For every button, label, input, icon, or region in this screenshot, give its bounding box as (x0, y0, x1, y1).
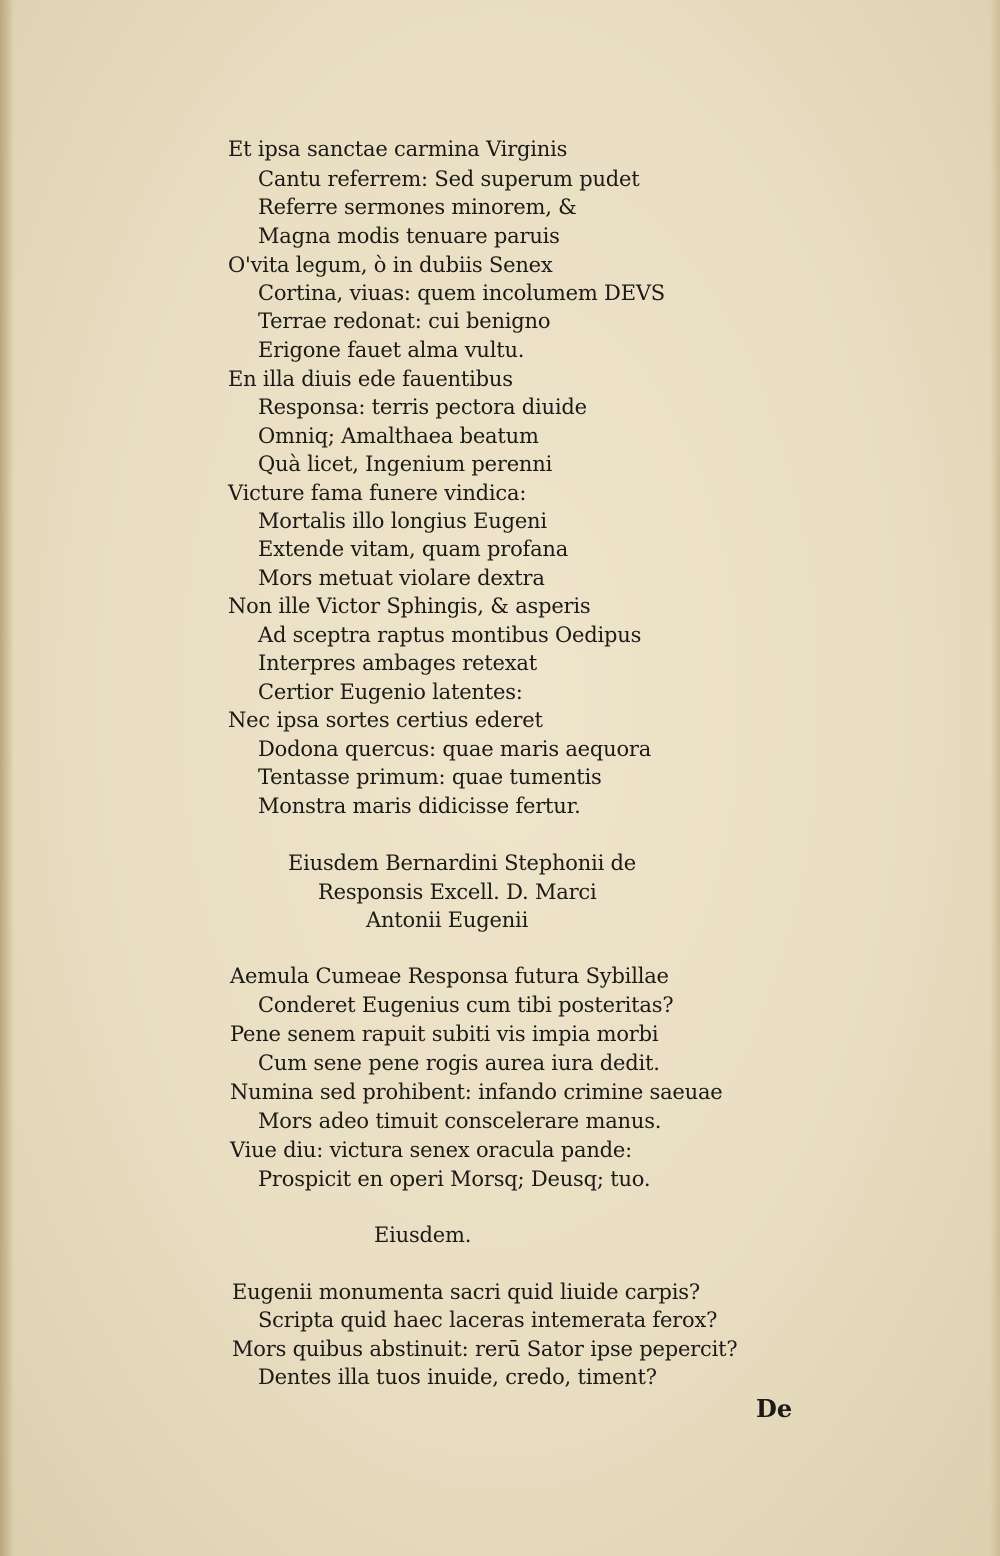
verse-line: Cantu referrem: Sed superum pudet (258, 167, 640, 191)
verse-line: Scripta quid haec laceras intemerata ferox? (258, 1308, 718, 1332)
verse-line: Terrae redonat: cui benigno (258, 309, 551, 333)
catchword: De (756, 1394, 793, 1423)
verse-line: Mors quibus abstinuit: rerū Sator ipse pepercit? (232, 1337, 738, 1361)
verse-line: Extende vitam, quam profana (258, 537, 569, 561)
verse-line: Aemula Cumeae Responsa futura Sybillae (230, 964, 669, 988)
verse-line: Cum sene pene rogis aurea iura dedit. (258, 1051, 660, 1075)
verse-line: Referre sermones minorem, & (258, 195, 577, 219)
verse-line: Mortalis illo longius Eugeni (258, 509, 547, 533)
verse-line: Conderet Eugenius cum tibi posteritas? (258, 993, 674, 1017)
verse-line: Eugenii monumenta sacri quid liuide carpis? (232, 1280, 700, 1304)
heading-line: Antonii Eugenii (366, 908, 529, 932)
verse-line: Pene senem rapuit subiti vis impia morbi (230, 1022, 659, 1046)
verse-line: Erigone fauet alma vultu. (258, 338, 525, 362)
heading-line: Eiusdem Bernardini Stephonii de (288, 851, 637, 875)
verse-line: Mors adeo timuit conscelerare manus. (258, 1109, 662, 1133)
verse-line: Dentes illa tuos inuide, credo, timent? (258, 1365, 657, 1389)
verse-line: Certior Eugenio latentes: (258, 680, 523, 704)
verse-line: Omniq; Amalthaea beatum (258, 424, 539, 448)
verse-line: Interpres ambages retexat (258, 651, 537, 675)
verse-line: Cortina, viuas: quem incolumem DEVS (258, 281, 665, 305)
verse-line: O'vita legum, ò in dubiis Senex (228, 253, 553, 277)
verse-line: Viue diu: victura senex oracula pande: (230, 1138, 633, 1162)
verse-line: Dodona quercus: quae maris aequora (258, 737, 652, 761)
verse-line: Prospicit en operi Morsq; Deusq; tuo. (258, 1167, 651, 1191)
heading-line: Responsis Excell. D. Marci (318, 880, 597, 904)
verse-line: Magna modis tenuare paruis (258, 224, 560, 248)
verse-line: Mors metuat violare dextra (258, 566, 545, 590)
section-heading: Eiusdem. (374, 1223, 472, 1247)
verse-line: Tentasse primum: quae tumentis (258, 765, 602, 789)
verse-line: En illa diuis ede fauentibus (228, 367, 513, 391)
verse-line: Responsa: terris pectora diuide (258, 395, 587, 419)
verse-line: Ad sceptra raptus montibus Oedipus (258, 623, 642, 647)
verse-line: Et ipsa sanctae carmina Virginis (228, 137, 568, 161)
verse-line: Monstra maris didicisse fertur. (258, 794, 581, 818)
verse-line: Quà licet, Ingenium perenni (258, 452, 553, 476)
verse-line: Non ille Victor Sphingis, & asperis (228, 594, 591, 618)
verse-line: Nec ipsa sortes certius ederet (228, 708, 543, 732)
verse-line: Victure fama funere vindica: (228, 481, 527, 505)
verse-line: Numina sed prohibent: infando crimine saeuae (230, 1080, 723, 1104)
